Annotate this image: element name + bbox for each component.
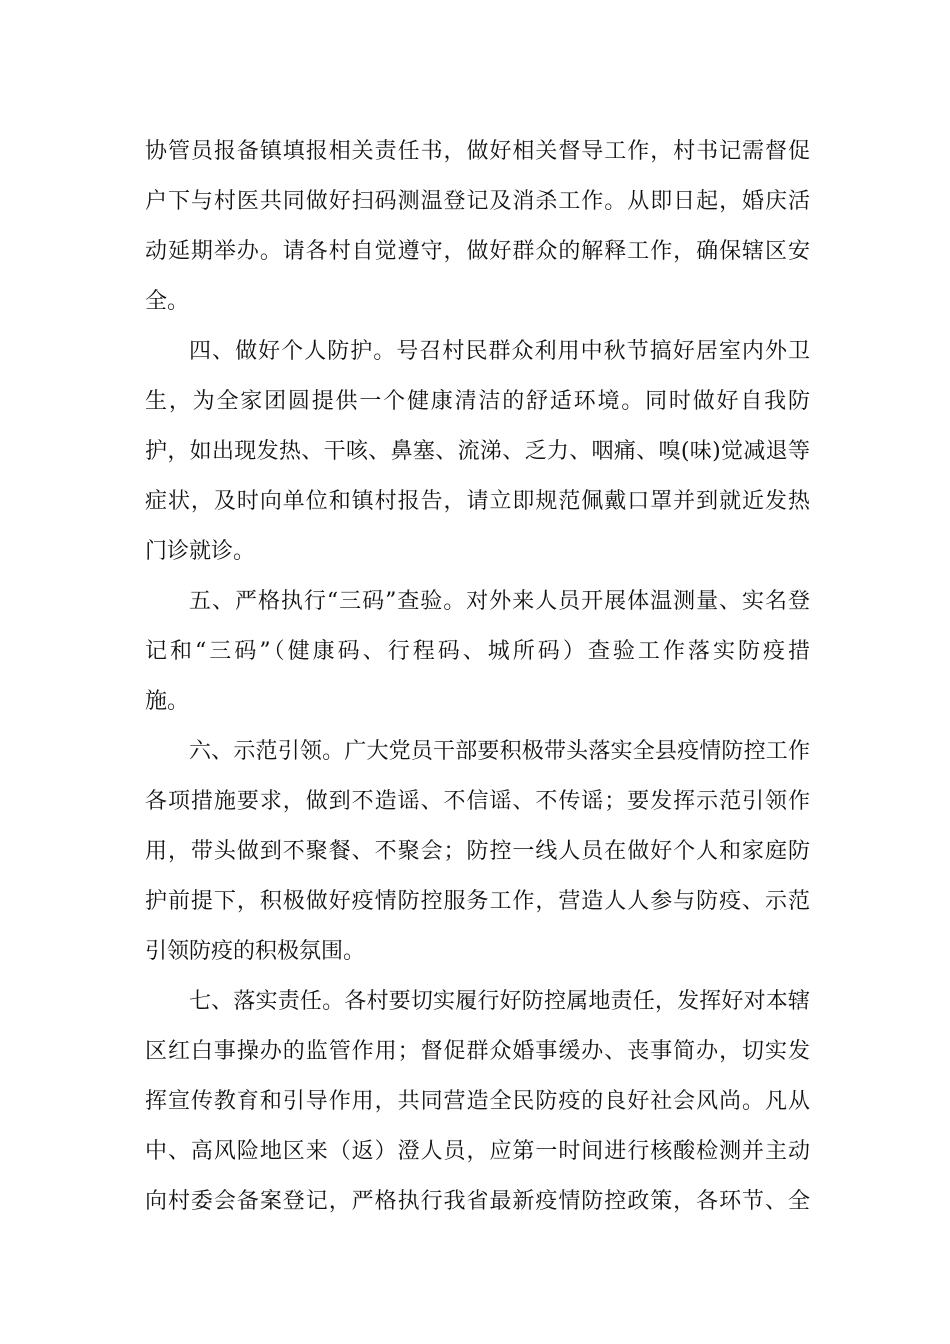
text-line: 施。 <box>145 689 190 714</box>
text-line: 门诊就诊。 <box>145 539 256 564</box>
text-line: 动延期举办。请各村自觉遵守，做好群众的解释工作，确保辖区安 <box>145 239 810 264</box>
text-line: 用，带头做到不聚餐、不聚会；防控一线人员在做好个人和家庭防 <box>145 839 810 864</box>
paragraph-heading-line: 七、落实责任。各村要切实履行好防控属地责任，发挥好对本辖 <box>189 989 810 1014</box>
text-line: 全。 <box>145 289 190 314</box>
text-line: 护前提下，积极做好疫情防控服务工作，营造人人参与防疫、示范 <box>145 889 810 914</box>
text-line: 生，为全家团圆提供一个健康清洁的舒适环境。同时做好自我防 <box>145 389 810 414</box>
paragraph-heading-line: 六、示范引领。广大党员干部要积极带头落实全县疫情防控工作 <box>189 739 810 764</box>
text-line: 护，如出现发热、干咳、鼻塞、流涕、乏力、咽痛、嗅(味)觉减退等 <box>145 439 810 464</box>
paragraph-heading-line: 四、做好个人防护。号召村民群众利用中秋节搞好居室内外卫 <box>189 339 810 364</box>
text-line: 区红白事操办的监管作用；督促群众婚事缓办、丧事简办，切实发 <box>145 1039 810 1064</box>
document-body <box>145 127 810 1227</box>
text-line: 各项措施要求，做到不造谣、不信谣、不传谣；要发挥示范引领作 <box>145 789 810 814</box>
paragraph-heading-line: 五、严格执行“三码”查验。对外来人员开展体温测量、实名登 <box>189 589 810 614</box>
text-line: 症状，及时向单位和镇村报告，请立即规范佩戴口罩并到就近发热 <box>145 489 810 514</box>
text-line: 挥宣传教育和引导作用，共同营造全民防疫的良好社会风尚。凡从 <box>145 1089 810 1114</box>
text-line: 中、高风险地区来（返）澄人员，应第一时间进行核酸检测并主动 <box>145 1139 810 1164</box>
text-line: 记和“三码”（健康码、行程码、城所码）查验工作落实防疫措 <box>145 639 810 664</box>
text-line: 户下与村医共同做好扫码测温登记及消杀工作。从即日起，婚庆活 <box>145 189 810 214</box>
text-line: 协管员报备镇填报相关责任书，做好相关督导工作，村书记需督促 <box>145 139 810 164</box>
text-line: 引领防疫的积极氛围。 <box>145 939 366 964</box>
text-line: 向村委会备案登记，严格执行我省最新疫情防控政策，各环节、全 <box>145 1189 810 1214</box>
